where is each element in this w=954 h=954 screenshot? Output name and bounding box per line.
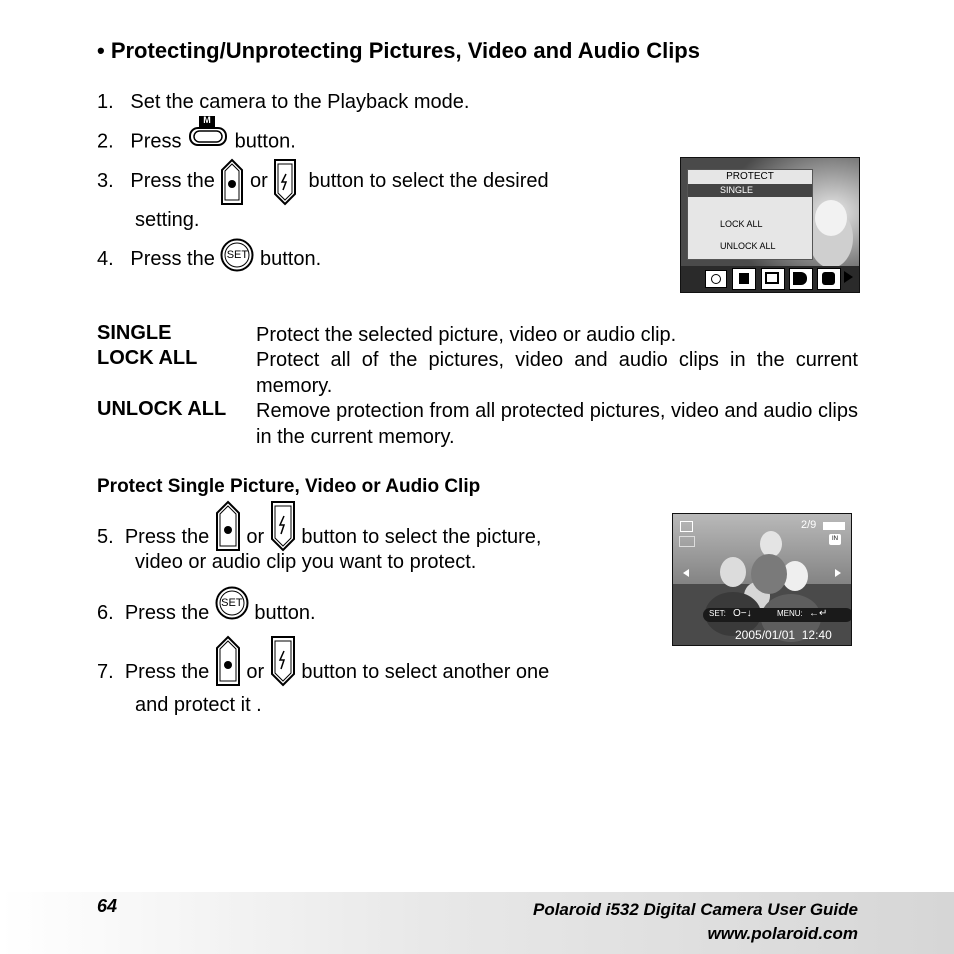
step-1 xyxy=(97,90,469,114)
up-arrow-button-icon xyxy=(220,170,244,194)
set-button-icon xyxy=(220,248,254,272)
page-title: • Protecting/Unprotecting Pictures, Video and Audio Clips xyxy=(97,38,700,63)
key-icon: O−↓ xyxy=(733,608,752,619)
definition-desc-lock-all: Protect all of the pictures, video and audio clips in the current memory. xyxy=(256,349,858,397)
step-text: Press the xyxy=(124,526,210,548)
step-4 xyxy=(97,247,321,272)
step-or: or xyxy=(246,526,265,548)
step-or: or xyxy=(246,661,265,683)
playback-screenshot xyxy=(672,513,852,646)
step-3-continued: setting. xyxy=(135,209,200,231)
delete-trash-icon xyxy=(732,268,756,290)
set-icon-label: SET xyxy=(221,596,243,609)
scroll-right-arrow-icon xyxy=(844,271,853,283)
step-text-after: button. xyxy=(234,130,296,153)
step-text: Press the xyxy=(130,248,215,270)
step-2 xyxy=(97,115,296,155)
step-7-continued: and protect it . xyxy=(135,694,262,716)
step-or: or xyxy=(249,170,268,192)
step-text: Press the xyxy=(130,170,215,192)
step-text: Press the xyxy=(124,661,210,683)
return-icon: ←↵ xyxy=(809,608,828,619)
definition-term-unlock-all: UNLOCK ALL xyxy=(97,398,227,420)
hint-bar xyxy=(703,608,852,622)
protect-icon xyxy=(789,268,813,290)
down-arrow-button-icon xyxy=(270,526,296,550)
set-button-icon xyxy=(215,596,249,626)
set-hint-label: SET: xyxy=(709,609,726,618)
step-7 xyxy=(97,660,549,685)
set-icon-label: SET xyxy=(226,248,249,261)
next-arrow-icon xyxy=(835,569,841,577)
step-text: Press xyxy=(130,130,182,153)
menu-title: PROTECT xyxy=(726,171,774,182)
step-number: 4. xyxy=(97,248,114,270)
camera-mode-icon xyxy=(705,270,727,288)
step-text-after: button to select another one xyxy=(301,661,550,683)
step-text-after: button to select the desired xyxy=(308,170,549,192)
image-counter: 2/9 xyxy=(801,519,817,531)
previous-arrow-icon xyxy=(683,569,689,577)
menu-option-unlock-all[interactable]: UNLOCK ALL xyxy=(720,241,776,251)
menu-button-icon xyxy=(187,115,229,155)
definition-term-lock-all: LOCK ALL xyxy=(97,347,198,369)
footer-guide-title: Polaroid i532 Digital Camera User Guide xyxy=(532,900,858,919)
menu-option-lock-all[interactable]: LOCK ALL xyxy=(720,219,763,229)
step-number: 2. xyxy=(97,130,114,153)
protect-menu-panel xyxy=(687,169,813,260)
playback-icon xyxy=(761,268,785,290)
menu-icon-label: M xyxy=(203,115,211,125)
step-text-after: button. xyxy=(254,602,316,624)
down-arrow-button-icon xyxy=(270,661,296,685)
step-number: 7. xyxy=(97,661,114,683)
image-size-icon xyxy=(679,536,695,547)
definition-term-single: SINGLE xyxy=(97,322,172,344)
protect-menu-screenshot xyxy=(680,157,860,293)
footer-url: www.polaroid.com xyxy=(707,924,858,943)
playback-mode-icon xyxy=(680,521,693,532)
step-3 xyxy=(97,169,549,194)
page-number: 64 xyxy=(97,896,118,916)
step-text: Set the camera to the Playback mode. xyxy=(130,91,470,113)
dpof-icon xyxy=(817,268,841,290)
definition-desc-single: Protect the selected picture, video or audio clip. xyxy=(256,324,677,346)
family-photo xyxy=(673,514,851,645)
step-text-after: button to select the picture, xyxy=(301,526,542,548)
internal-memory-icon: IN xyxy=(829,534,841,545)
section-subheading: Protect Single Picture, Video or Audio Clip xyxy=(97,476,481,497)
battery-icon xyxy=(823,522,845,530)
step-5-continued: video or audio clip you want to protect. xyxy=(135,551,477,573)
date-time: 2005/01/01 12:40 xyxy=(735,628,832,642)
step-number: 5. xyxy=(97,526,114,548)
step-number: 3. xyxy=(97,170,114,192)
up-arrow-button-icon xyxy=(215,661,241,685)
step-text-after: button. xyxy=(259,248,322,270)
menu-option-single[interactable]: SINGLE xyxy=(688,184,812,197)
step-number: 1. xyxy=(97,91,114,113)
menu-hint-label: MENU: xyxy=(777,609,803,618)
step-6 xyxy=(97,596,316,626)
step-number: 6. xyxy=(97,602,114,624)
down-arrow-button-icon xyxy=(273,170,297,194)
step-5 xyxy=(97,525,542,550)
step-text: Press the xyxy=(124,602,210,624)
up-arrow-button-icon xyxy=(215,526,241,550)
definition-desc-unlock-all: Remove protection from all protected pictures, video and audio clips in the current memory. xyxy=(256,400,858,448)
